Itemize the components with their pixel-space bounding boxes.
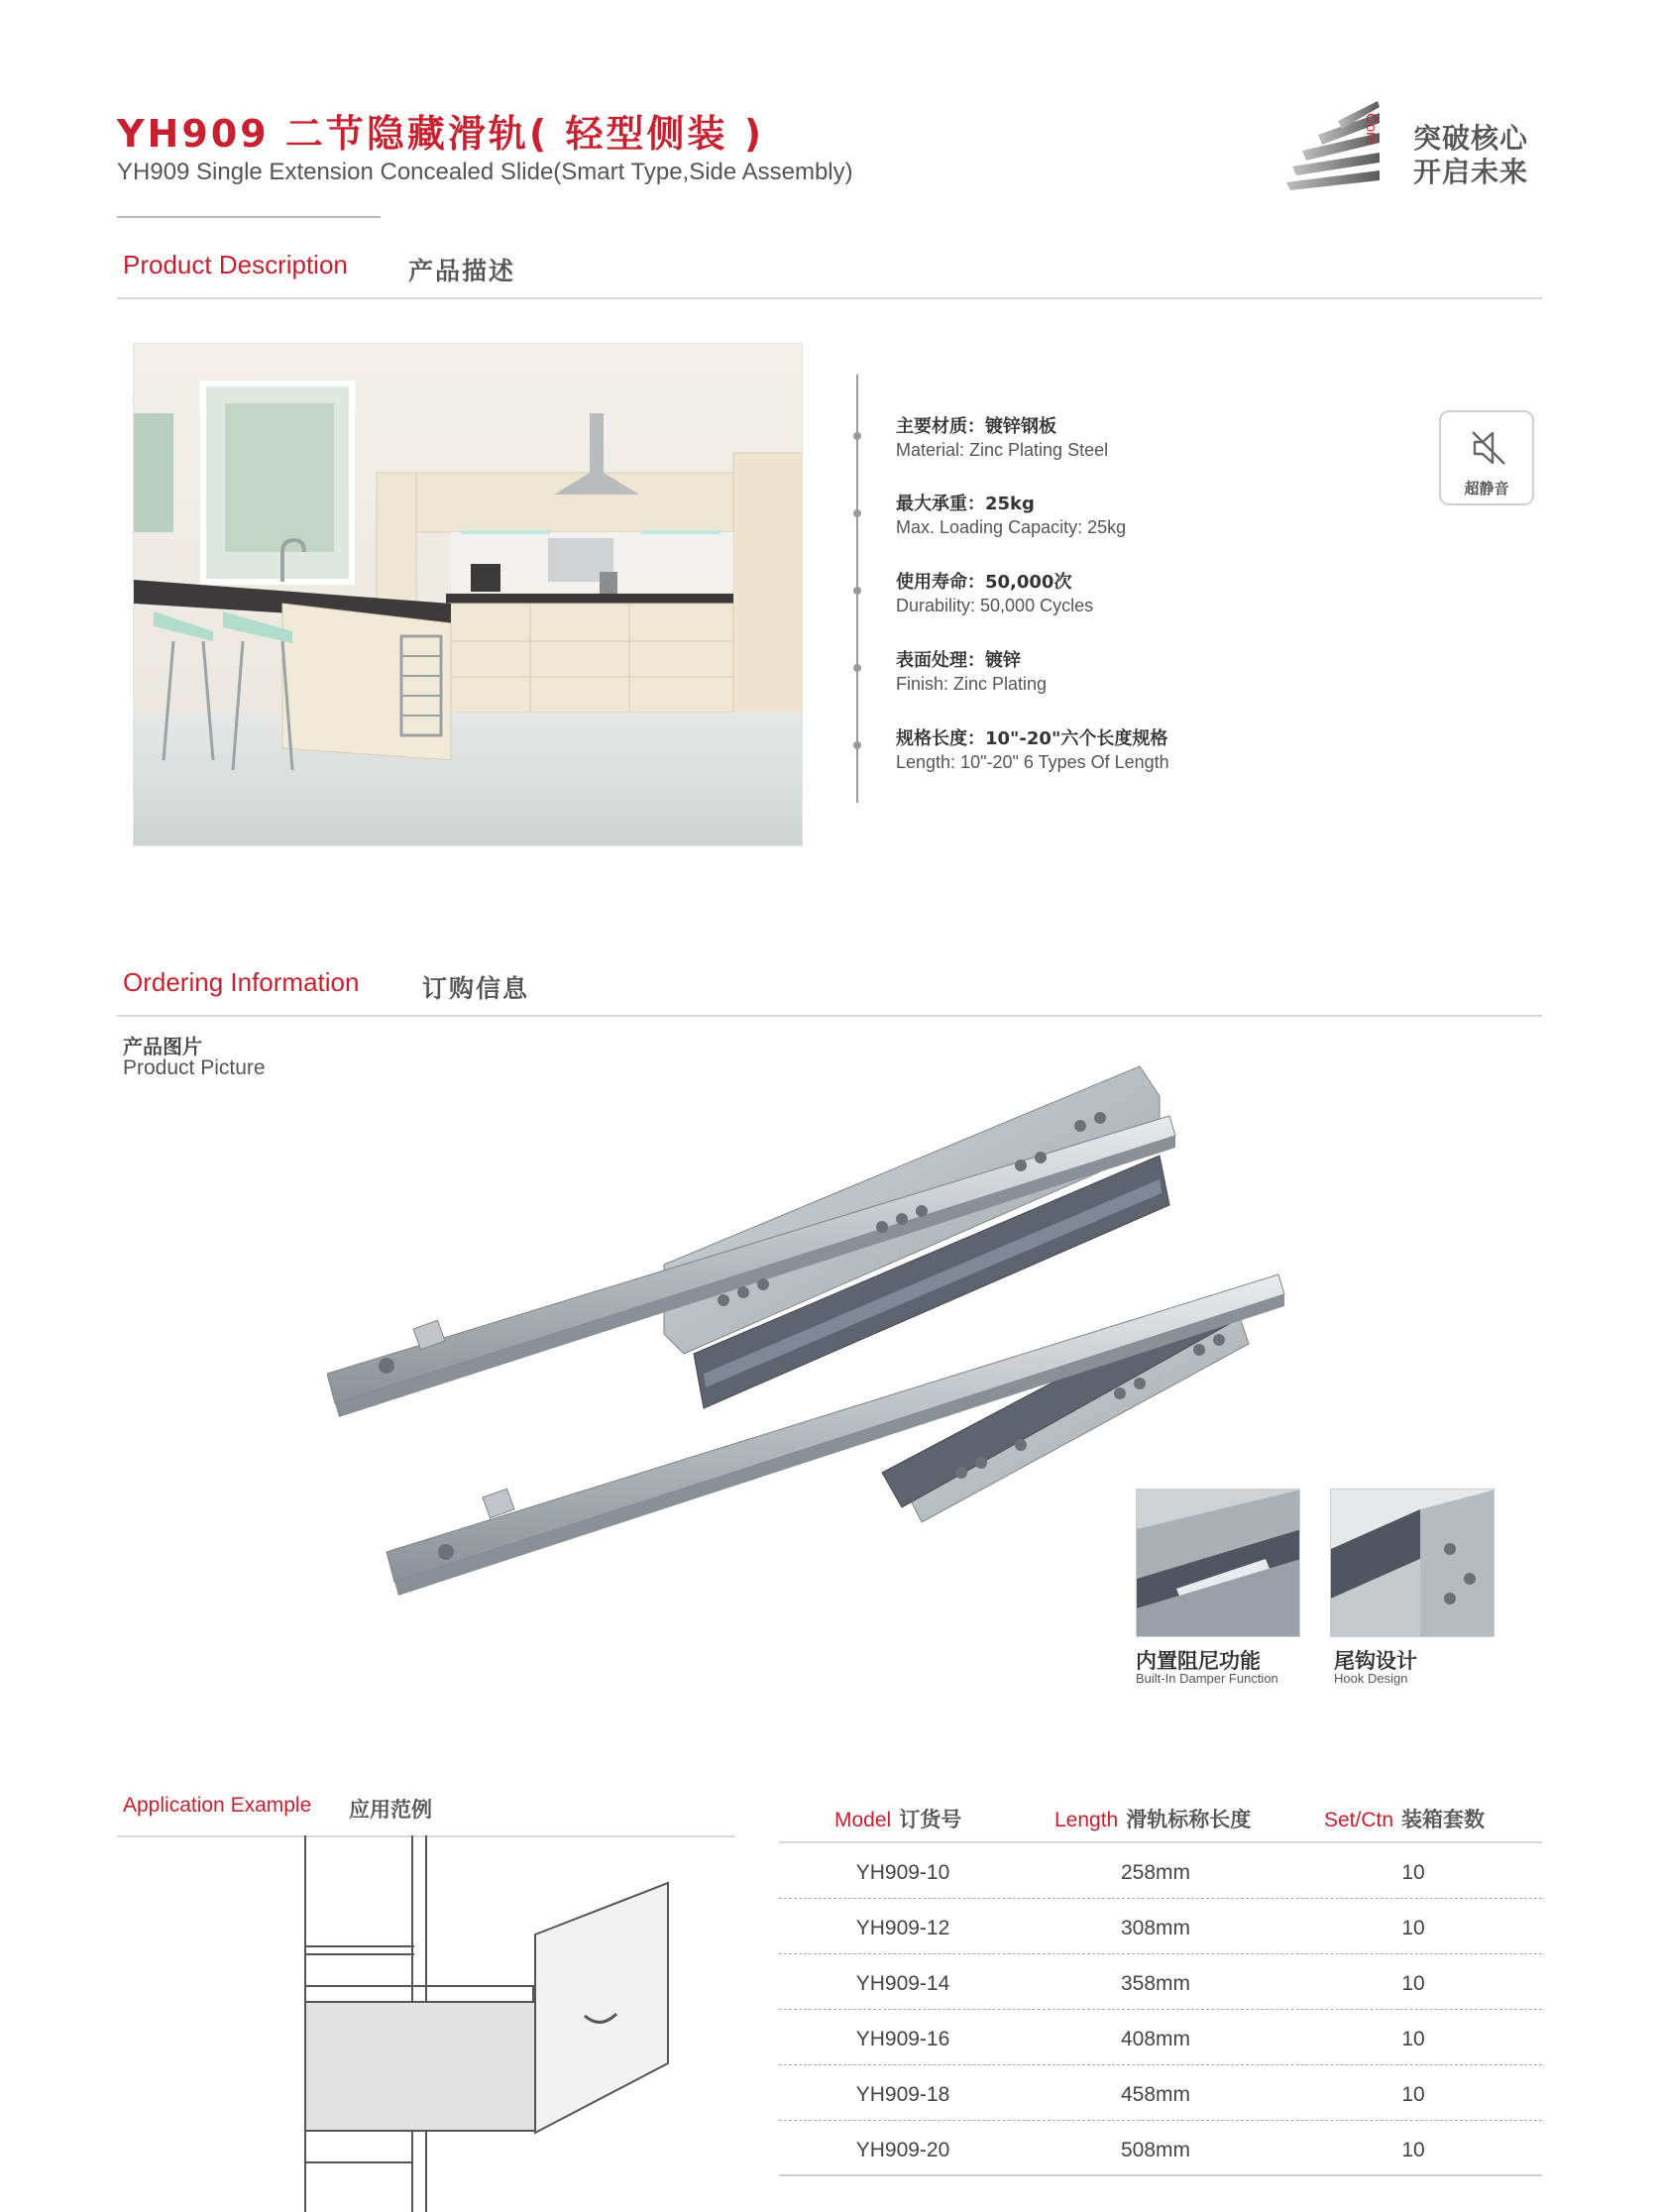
application-drawer-drawing <box>117 1835 735 2212</box>
spec-label-cn: 表面处理：镀锌 <box>896 650 1021 671</box>
section-divider <box>117 297 1542 299</box>
table-row <box>779 2010 1542 2065</box>
section-heading-application-example: Application Example <box>123 1794 312 1817</box>
damper-detail-photo <box>1136 1489 1300 1637</box>
silent-badge <box>1439 410 1534 505</box>
section-heading-application-example-cn: 应用范例 <box>349 1798 432 1822</box>
cell-model: YH909-12 <box>855 1917 950 1939</box>
table-header-model-cn: 订货号 <box>899 1808 962 1831</box>
table-row <box>779 1899 1542 1954</box>
table-header-length-en: Length <box>1054 1809 1119 1831</box>
cell-length: 408mm <box>1120 2028 1191 2050</box>
section-heading-product-description-cn: 产品描述 <box>408 257 516 285</box>
cell-length: 508mm <box>1120 2139 1191 2161</box>
logo-slogan-line2: 开启未来 <box>1413 156 1529 188</box>
timeline-dot <box>853 432 861 440</box>
table-header-model <box>834 1804 961 1833</box>
hook-detail-photo <box>1330 1489 1495 1637</box>
spec-timeline <box>856 375 858 803</box>
page-title: YH909 二节隐藏滑轨( 轻型侧装 ) <box>117 112 765 156</box>
page-subtitle: YH909 Single Extension Concealed Slide(Smart Type,Side Assembly) <box>117 159 853 185</box>
spec-label-cn: 最大承重：25kg <box>896 494 1035 514</box>
table-row <box>779 2121 1542 2176</box>
spec-label-en: Material: Zinc Plating Steel <box>896 440 1109 460</box>
timeline-dot <box>853 664 861 672</box>
spec-label-cn: 主要材质：镀锌钢板 <box>896 416 1056 437</box>
spec-label-en: Max. Loading Capacity: 25kg <box>896 517 1127 537</box>
spec-label-en: Durability: 50,000 Cycles <box>896 596 1094 615</box>
silent-badge-label: 超静音 <box>1464 480 1509 498</box>
cell-set-ctn: 10 <box>1401 2139 1425 2161</box>
table-header-length-cn: 滑轨标称长度 <box>1126 1808 1252 1831</box>
cell-model: YH909-20 <box>855 2139 950 2161</box>
logo-core-text: Core <box>1363 113 1380 146</box>
spec-loading-capacity <box>896 490 1391 538</box>
table-header-model-en: Model <box>834 1809 892 1831</box>
kitchen-photo <box>133 343 803 846</box>
spec-material <box>896 412 1391 461</box>
cell-set-ctn: 10 <box>1401 1972 1425 1995</box>
title-divider <box>117 216 381 218</box>
timeline-dot <box>853 509 861 517</box>
section-heading-product-description: Product Description <box>123 250 348 279</box>
timeline-dot <box>853 587 861 595</box>
spec-label-cn: 使用寿命：50,000次 <box>896 572 1072 593</box>
timeline-dot <box>853 741 861 749</box>
spec-durability <box>896 568 1391 616</box>
section-heading-ordering-information: Ordering Information <box>123 967 360 997</box>
table-row <box>779 1954 1542 2010</box>
logo-slogan-line1: 突破核心 <box>1413 122 1529 155</box>
table-header-length <box>1054 1804 1251 1833</box>
damper-detail-label-cn: 内置阻尼功能 <box>1136 1649 1261 1673</box>
cell-set-ctn: 10 <box>1401 1861 1425 1884</box>
cell-model: YH909-10 <box>855 1861 950 1884</box>
cell-length: 358mm <box>1120 1972 1191 1995</box>
section-heading-ordering-information-cn: 订购信息 <box>422 974 530 1003</box>
cell-set-ctn: 10 <box>1401 2028 1425 2050</box>
spec-finish <box>896 646 1391 695</box>
cell-length: 258mm <box>1120 1861 1191 1884</box>
table-row <box>779 2065 1542 2121</box>
product-picture-label-cn: 产品图片 <box>123 1035 202 1058</box>
cell-model: YH909-18 <box>855 2083 950 2106</box>
spec-length <box>896 724 1391 773</box>
hook-detail-label-cn: 尾钩设计 <box>1334 1649 1417 1673</box>
cell-set-ctn: 10 <box>1401 1917 1425 1939</box>
table-header-set-ctn-cn: 装箱套数 <box>1401 1808 1486 1831</box>
cell-model: YH909-14 <box>855 1972 950 1995</box>
spec-label-en: Finish: Zinc Plating <box>896 674 1048 694</box>
table-header-set-ctn <box>1324 1804 1485 1833</box>
product-picture-label-en: Product Picture <box>123 1056 266 1079</box>
section-divider <box>117 1015 1542 1017</box>
hook-detail-label-en: Hook Design <box>1334 1671 1408 1686</box>
table-header-set-ctn-en: Set/Ctn <box>1324 1809 1394 1831</box>
mute-speaker-icon <box>1471 428 1506 468</box>
cell-model: YH909-16 <box>855 2028 950 2050</box>
cell-length: 458mm <box>1120 2083 1191 2106</box>
damper-detail-label-en: Built-In Damper Function <box>1136 1671 1278 1686</box>
table-row <box>779 1843 1542 1899</box>
cell-set-ctn: 10 <box>1401 2083 1425 2106</box>
brand-logo <box>1284 99 1542 192</box>
spec-label-en: Length: 10"-20" 6 Types Of Length <box>896 752 1169 772</box>
cell-length: 308mm <box>1120 1917 1191 1939</box>
spec-label-cn: 规格长度：10"-20"六个长度规格 <box>896 728 1168 749</box>
